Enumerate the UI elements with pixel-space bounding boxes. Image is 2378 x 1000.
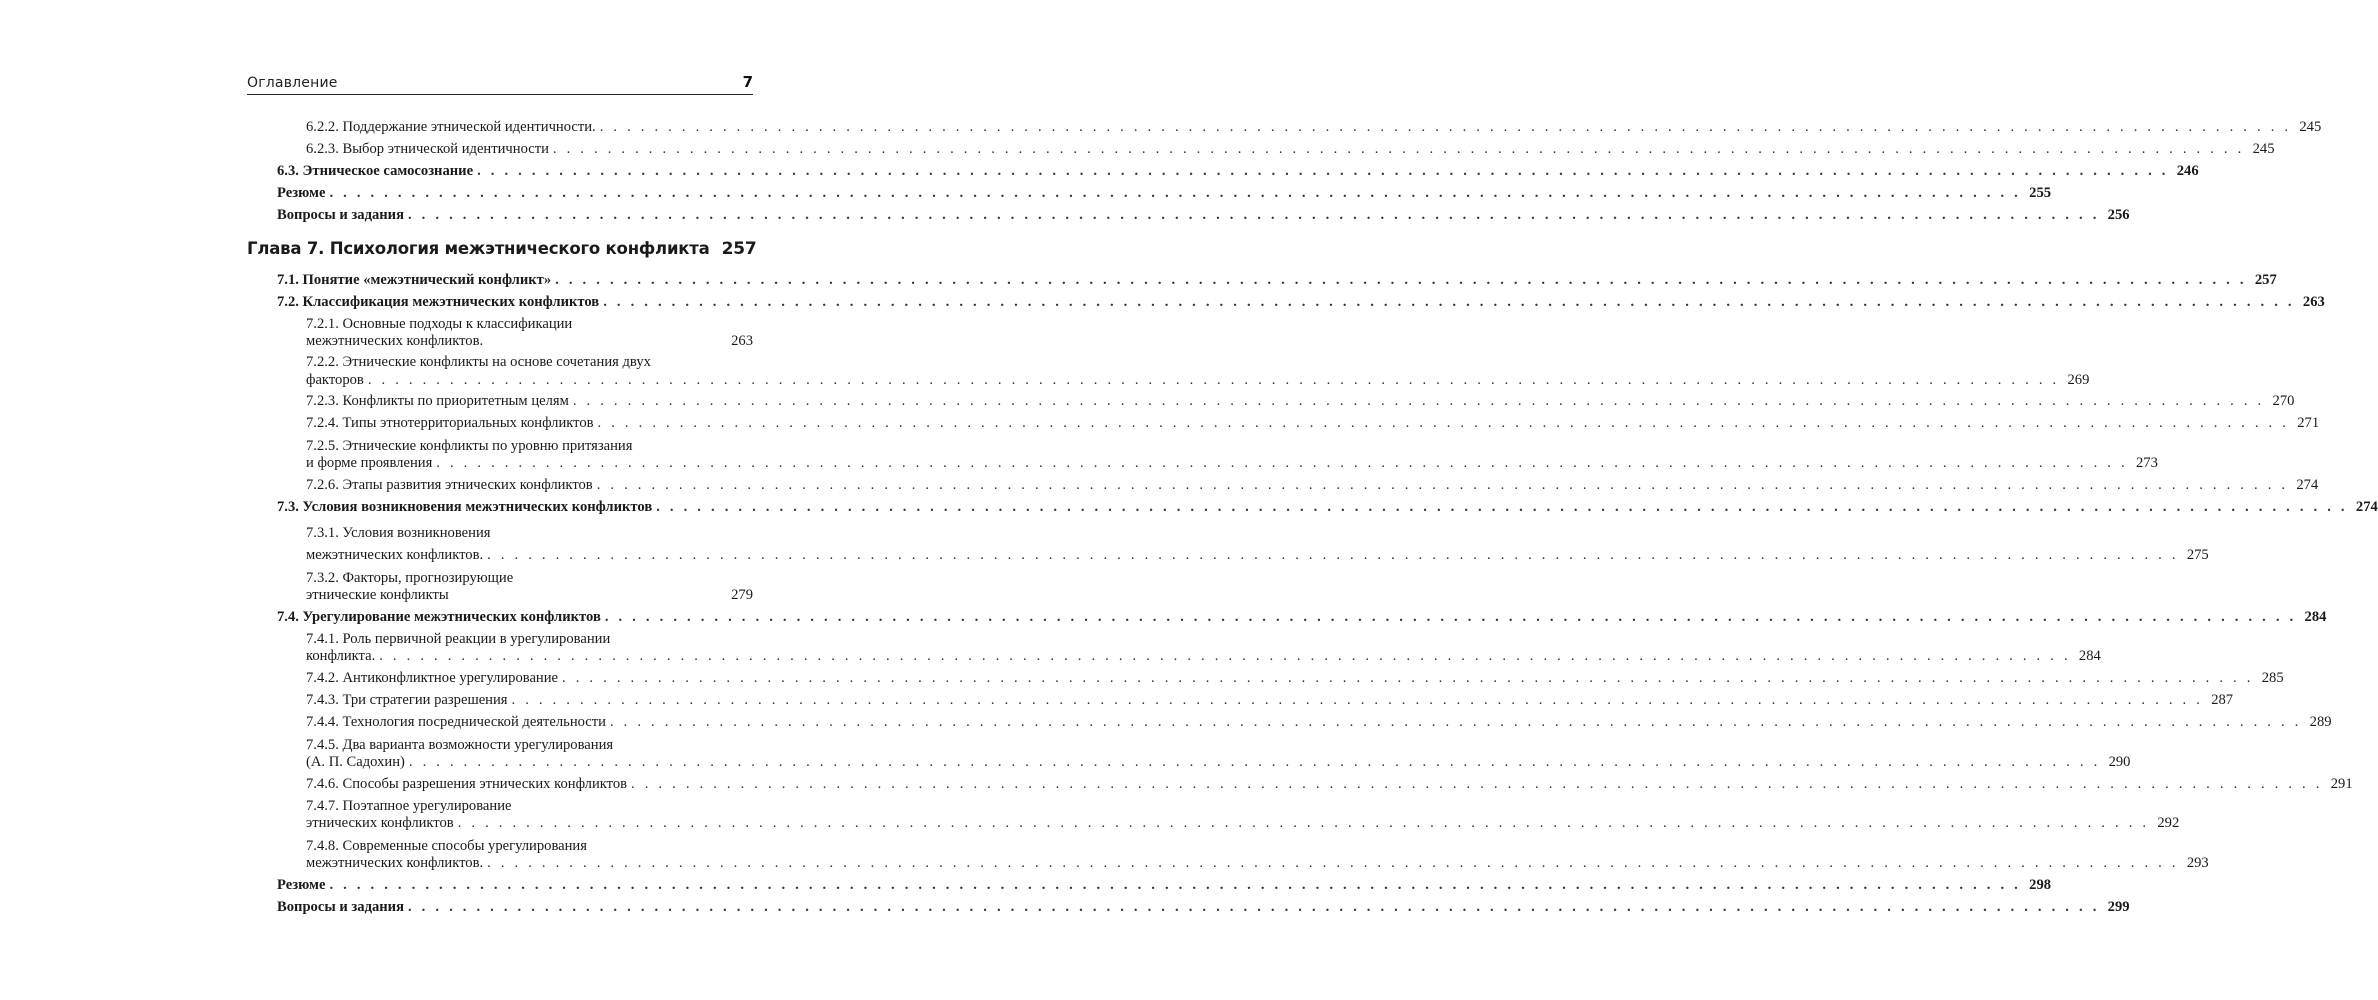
toc-entry-7-2-1-line1: 7.2.1. Основные подходы к классификации [306,316,573,332]
toc-entry-7-2-5: и форме проявления . . . . . . . . . . . . . . . . . . . . . . . . . . . . . . . . . . . . . . . . . . . . . . . . . . . . . . . . . . . . . . . . . . . . . . . . . . . . . . . . . . . . . . . . . . . . . . . . . . . . . . . . . . . . . . . . . . . . . . . . . . . . 273 [306,455,2158,471]
toc-entry-7-2-4: 7.2.4. Типы этнотерриториальных конфликтов . . . . . . . . . . . . . . . . . . . . . . . . . . . . . . . . . . . . . . . . . . . . . . . . . . . . . . . . . . . . . . . . . . . . . . . . . . . . . . . . . . . . . . . . . . . . . . . . . . . . . . . . . . . . . . . . . . . . . . . . . . . . 271 [306,415,2320,431]
toc-entry-7-3-2: этнические конфликты 279 [306,587,753,603]
toc-entry-7-3-1: межэтнических конфликтов. . . . . . . . . . . . . . . . . . . . . . . . . . . . . . . . . . . . . . . . . . . . . . . . . . . . . . . . . . . . . . . . . . . . . . . . . . . . . . . . . . . . . . . . . . . . . . . . . . . . . . . . . . . . . . . . . . . . . . . . . . . . . 275 [306,547,2209,563]
toc-entry-7-4-4: 7.4.4. Технология посреднической деятельности . . . . . . . . . . . . . . . . . . . . . . . . . . . . . . . . . . . . . . . . . . . . . . . . . . . . . . . . . . . . . . . . . . . . . . . . . . . . . . . . . . . . . . . . . . . . . . . . . . . . . . . . . . . . . . . . . . . . . . . . . . . . 289 [306,714,2332,730]
toc-entry-7-4-6: 7.4.6. Способы разрешения этнических конфликтов . . . . . . . . . . . . . . . . . . . . . . . . . . . . . . . . . . . . . . . . . . . . . . . . . . . . . . . . . . . . . . . . . . . . . . . . . . . . . . . . . . . . . . . . . . . . . . . . . . . . . . . . . . . . . . . . . . . . . . . . . . . . 291 [306,776,2353,792]
toc-entry-7-4-7-line1: 7.4.7. Поэтапное урегулирование [306,798,512,814]
page-header [247,72,753,95]
toc-entry-7-4-8-line1: 7.4.8. Современные способы урегулирования [306,838,587,854]
toc-entry-7-3-2-line1: 7.3.2. Факторы, прогнозирующие [306,570,514,586]
toc-entry-7-4-3: 7.4.3. Три стратегии разрешения . . . . . . . . . . . . . . . . . . . . . . . . . . . . . . . . . . . . . . . . . . . . . . . . . . . . . . . . . . . . . . . . . . . . . . . . . . . . . . . . . . . . . . . . . . . . . . . . . . . . . . . . . . . . . . . . . . . . . . . . . . . . 287 [306,692,2234,708]
toc-entry-7-4-7: этнических конфликтов . . . . . . . . . . . . . . . . . . . . . . . . . . . . . . . . . . . . . . . . . . . . . . . . . . . . . . . . . . . . . . . . . . . . . . . . . . . . . . . . . . . . . . . . . . . . . . . . . . . . . . . . . . . . . . . . . . . . . . . . . . . . 292 [306,815,2180,831]
toc-chapter-7: Глава 7. Психология межэтнического конфликта 257 [247,239,757,259]
toc-entry-7-4-8: межэтнических конфликтов. . . . . . . . . . . . . . . . . . . . . . . . . . . . . . . . . . . . . . . . . . . . . . . . . . . . . . . . . . . . . . . . . . . . . . . . . . . . . . . . . . . . . . . . . . . . . . . . . . . . . . . . . . . . . . . . . . . . . . . . . . . . . 293 [306,855,2209,871]
toc-entry-resume-7: Резюме . . . . . . . . . . . . . . . . . . . . . . . . . . . . . . . . . . . . . . . . . . . . . . . . . . . . . . . . . . . . . . . . . . . . . . . . . . . . . . . . . . . . . . . . . . . . . . . . . . . . . . . . . . . . . . . . . . . . . . . . . . . . 298 [277,877,2052,893]
toc-entry-7-4: 7.4. Урегулирование межэтнических конфликтов . . . . . . . . . . . . . . . . . . . . . . . . . . . . . . . . . . . . . . . . . . . . . . . . . . . . . . . . . . . . . . . . . . . . . . . . . . . . . . . . . . . . . . . . . . . . . . . . . . . . . . . . . . . . . . . . . . . . . . . . . . . . 284 [277,609,2327,625]
toc-entry-7-2-3: 7.2.3. Конфликты по приоритетным целям . . . . . . . . . . . . . . . . . . . . . . . . . . . . . . . . . . . . . . . . . . . . . . . . . . . . . . . . . . . . . . . . . . . . . . . . . . . . . . . . . . . . . . . . . . . . . . . . . . . . . . . . . . . . . . . . . . . . . . . . . . . . 270 [306,393,2295,409]
toc-entry-7-1: 7.1. Понятие «межэтнический конфликт» . . . . . . . . . . . . . . . . . . . . . . . . . . . . . . . . . . . . . . . . . . . . . . . . . . . . . . . . . . . . . . . . . . . . . . . . . . . . . . . . . . . . . . . . . . . . . . . . . . . . . . . . . . . . . . . . . . . . . . . . . . . . 257 [277,272,2277,288]
toc-entry-7-2: 7.2. Классификация межэтнических конфликтов . . . . . . . . . . . . . . . . . . . . . . . . . . . . . . . . . . . . . . . . . . . . . . . . . . . . . . . . . . . . . . . . . . . . . . . . . . . . . . . . . . . . . . . . . . . . . . . . . . . . . . . . . . . . . . . . . . . . . . . . . . . . 263 [277,294,2325,310]
toc-entry-7-4-1: конфликта. . . . . . . . . . . . . . . . . . . . . . . . . . . . . . . . . . . . . . . . . . . . . . . . . . . . . . . . . . . . . . . . . . . . . . . . . . . . . . . . . . . . . . . . . . . . . . . . . . . . . . . . . . . . . . . . . . . . . . . . . . . . . 284 [306,648,2101,664]
toc-entry-7-2-5-line1: 7.2.5. Этнические конфликты по уровню притязания [306,438,633,454]
toc-entry-7-2-1: межэтнических конфликтов. 263 [306,333,753,349]
toc-entry-6-2-3: 6.2.3. Выбор этнической идентичности . . . . . . . . . . . . . . . . . . . . . . . . . . . . . . . . . . . . . . . . . . . . . . . . . . . . . . . . . . . . . . . . . . . . . . . . . . . . . . . . . . . . . . . . . . . . . . . . . . . . . . . . . . . . . . . . . . . . . . . . . . . . 245 [306,141,2275,157]
toc-entry-6-3: 6.3. Этническое самосознание . . . . . . . . . . . . . . . . . . . . . . . . . . . . . . . . . . . . . . . . . . . . . . . . . . . . . . . . . . . . . . . . . . . . . . . . . . . . . . . . . . . . . . . . . . . . . . . . . . . . . . . . . . . . . . . . . . . . . . . . . . . . 246 [277,163,2199,179]
toc-entry-7-2-2-line1: 7.2.2. Этнические конфликты на основе сочетания двух [306,354,651,370]
toc-entry-7-4-1-line1: 7.4.1. Роль первичной реакции в урегулировании [306,631,611,647]
toc-entry-resume-6: Резюме . . . . . . . . . . . . . . . . . . . . . . . . . . . . . . . . . . . . . . . . . . . . . . . . . . . . . . . . . . . . . . . . . . . . . . . . . . . . . . . . . . . . . . . . . . . . . . . . . . . . . . . . . . . . . . . . . . . . . . . . . . . . 255 [277,185,2052,201]
toc-entry-7-2-6: 7.2.6. Этапы развития этнических конфликтов . . . . . . . . . . . . . . . . . . . . . . . . . . . . . . . . . . . . . . . . . . . . . . . . . . . . . . . . . . . . . . . . . . . . . . . . . . . . . . . . . . . . . . . . . . . . . . . . . . . . . . . . . . . . . . . . . . . . . . . . . . . . 274 [306,477,2319,493]
toc-entry-7-3-1-line1: 7.3.1. Условия возникновения [306,525,491,541]
toc-entry-7-4-2: 7.4.2. Антиконфликтное урегулирование . . . . . . . . . . . . . . . . . . . . . . . . . . . . . . . . . . . . . . . . . . . . . . . . . . . . . . . . . . . . . . . . . . . . . . . . . . . . . . . . . . . . . . . . . . . . . . . . . . . . . . . . . . . . . . . . . . . . . . . . . . . . 285 [306,670,2284,686]
page-number: 7 [742,73,753,91]
toc-entry-7-4-5-line1: 7.4.5. Два варианта возможности урегулирования [306,737,614,753]
toc-entry-questions-6: Вопросы и задания . . . . . . . . . . . . . . . . . . . . . . . . . . . . . . . . . . . . . . . . . . . . . . . . . . . . . . . . . . . . . . . . . . . . . . . . . . . . . . . . . . . . . . . . . . . . . . . . . . . . . . . . . . . . . . . . . . . . . . . . . . . . 256 [277,207,2130,223]
toc-entry-7-2-2: факторов . . . . . . . . . . . . . . . . . . . . . . . . . . . . . . . . . . . . . . . . . . . . . . . . . . . . . . . . . . . . . . . . . . . . . . . . . . . . . . . . . . . . . . . . . . . . . . . . . . . . . . . . . . . . . . . . . . . . . . . . . . . . 269 [306,372,2090,388]
toc-entry-6-2-2: 6.2.2. Поддержание этнической идентичности. . . . . . . . . . . . . . . . . . . . . . . . . . . . . . . . . . . . . . . . . . . . . . . . . . . . . . . . . . . . . . . . . . . . . . . . . . . . . . . . . . . . . . . . . . . . . . . . . . . . . . . . . . . . . . . . . . . . . . . . . . . . . 245 [306,119,2322,135]
toc-entry-questions-7: Вопросы и задания . . . . . . . . . . . . . . . . . . . . . . . . . . . . . . . . . . . . . . . . . . . . . . . . . . . . . . . . . . . . . . . . . . . . . . . . . . . . . . . . . . . . . . . . . . . . . . . . . . . . . . . . . . . . . . . . . . . . . . . . . . . . 299 [277,899,2130,915]
toc-entry-7-4-5: (А. П. Садохин) . . . . . . . . . . . . . . . . . . . . . . . . . . . . . . . . . . . . . . . . . . . . . . . . . . . . . . . . . . . . . . . . . . . . . . . . . . . . . . . . . . . . . . . . . . . . . . . . . . . . . . . . . . . . . . . . . . . . . . . . . . . . 290 [306,754,2131,770]
running-title: Оглавление [247,75,338,91]
toc-entry-7-3: 7.3. Условия возникновения межэтнических конфликтов . . . . . . . . . . . . . . . . . . . . . . . . . . . . . . . . . . . . . . . . . . . . . . . . . . . . . . . . . . . . . . . . . . . . . . . . . . . . . . . . . . . . . . . . . . . . . . . . . . . . . . . . . . . . . . . . . . . . . . . . . . . . 274 [277,499,2378,515]
